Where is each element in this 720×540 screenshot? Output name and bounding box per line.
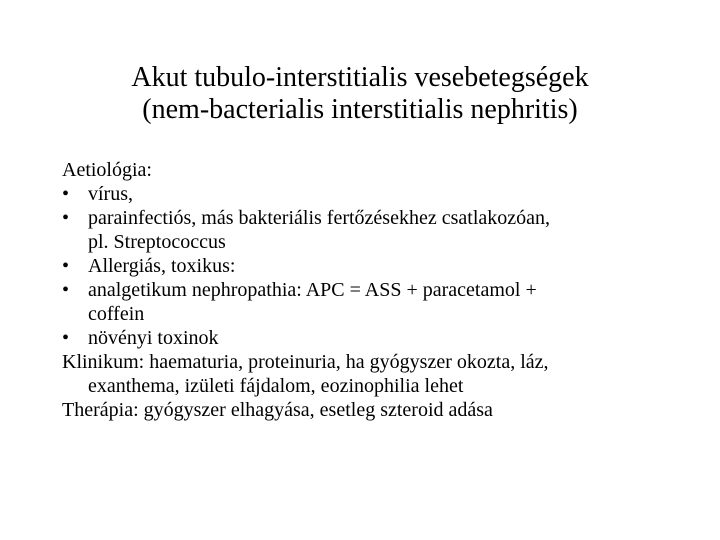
title-line-1: Akut tubulo-interstitialis vesebetegségek — [131, 62, 589, 93]
bullet-icon: • — [62, 207, 70, 229]
klinikum-line-2: exanthema, izületi fájdalom, eozinophilia lehet — [88, 375, 464, 397]
bullet-icon: • — [62, 327, 70, 349]
therapia-paragraph: Therápia: gyógyszer elhagyása, esetleg szteroid adása — [62, 399, 493, 421]
bullet-text-line: növényi toxinok — [88, 327, 219, 349]
bullet-icon: • — [62, 279, 70, 301]
bullet-item-allergias — [62, 254, 702, 278]
bullet-item-virus — [62, 182, 702, 206]
bullet-item-novenyi — [62, 326, 702, 350]
bullet-text-line: parainfectiós, más bakteriális fertőzésekhez csatlakozóan, — [88, 207, 551, 229]
aetiologia-heading: Aetiológia: — [62, 159, 152, 181]
bullet-text-line: analgetikum nephropathia: APC = ASS + paracetamol + — [88, 279, 537, 301]
bullet-item-analgetikum — [62, 278, 702, 326]
bullet-item-parainfectios — [62, 206, 702, 254]
slide-body — [62, 158, 702, 422]
slide-title — [60, 62, 660, 126]
bullet-icon: • — [62, 183, 70, 205]
bullet-text-line: pl. Streptococcus — [88, 231, 226, 253]
title-line-2: (nem-bacterialis interstitialis nephritis) — [142, 94, 578, 125]
klinikum-paragraph — [62, 350, 702, 398]
bullet-text-line: vírus, — [88, 183, 133, 205]
klinikum-line-1: Klinikum: haematuria, proteinuria, ha gyógyszer okozta, láz, — [62, 351, 549, 373]
bullet-text-line: coffein — [88, 303, 145, 325]
bullet-icon: • — [62, 255, 70, 277]
bullet-text-line: Allergiás, toxikus: — [88, 255, 236, 277]
